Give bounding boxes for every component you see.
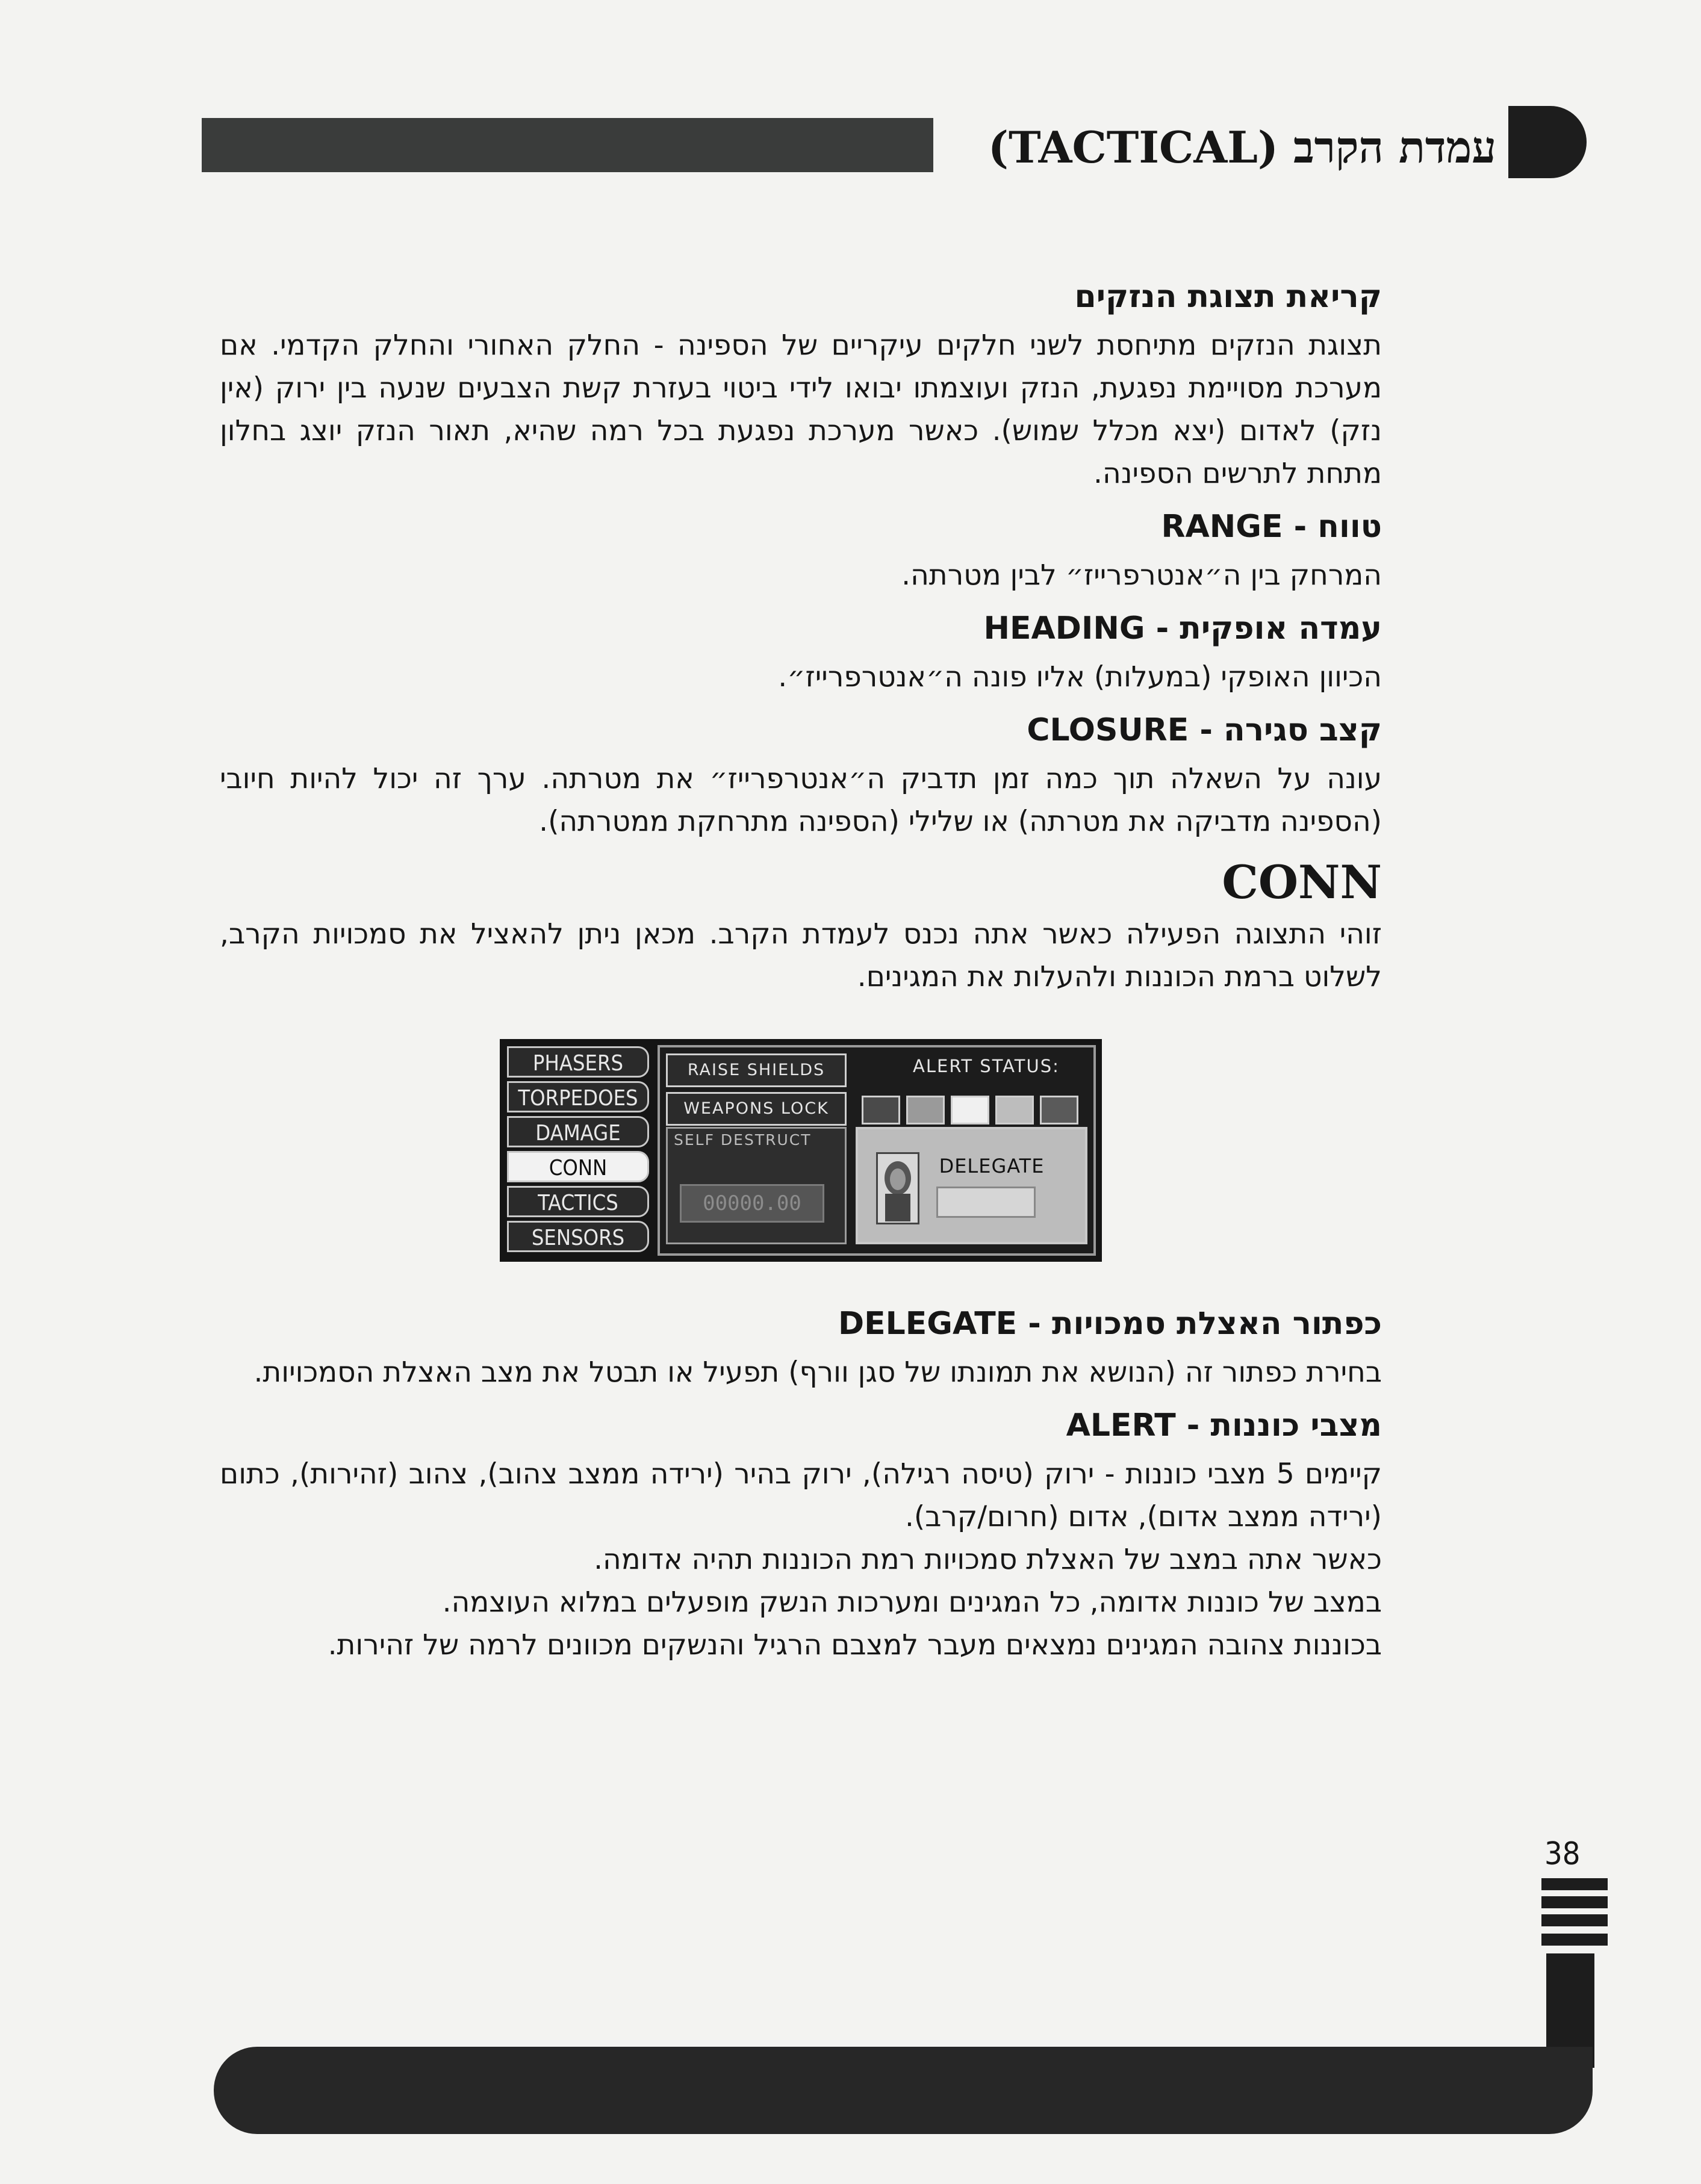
- alert-heading: מצבי כוננות - ALERT: [1066, 1407, 1382, 1444]
- side-bar: [1541, 1878, 1608, 1890]
- menu-item-sensors: SENSORS: [507, 1221, 649, 1252]
- side-bar: [1541, 1896, 1608, 1908]
- tactical-conn-screenshot: [500, 1039, 1102, 1262]
- worf-portrait-icon: [876, 1152, 919, 1224]
- weapons-lock-button: WEAPONS LOCK: [666, 1092, 847, 1126]
- conn-heading: CONN: [1222, 855, 1382, 909]
- alert-level-box: [951, 1096, 989, 1125]
- conn-body: זוהי התצוגה הפעילה כאשר אתה נכנס לעמדת הקרב. מכאן ניתן להאציל את סמכויות הקרב, לשלוט ברמת הכוננות ולהעלות את המגינים.: [220, 917, 1382, 993]
- range-body: המרחק בין ה״אנטרפרייז״ לבין מטרתה.: [901, 559, 1382, 592]
- heading-heading: עמדה אופקית - HEADING: [983, 610, 1382, 647]
- delegate-box: [856, 1127, 1087, 1244]
- delegate-field: [936, 1187, 1036, 1218]
- alert-level-box: [906, 1096, 945, 1125]
- alert-level-box: [1040, 1096, 1078, 1125]
- footer-bar: [214, 2047, 1593, 2134]
- heading-body: הכיוון האופקי (במעלות) אליו פונה ה״אנטרפרייז״.: [778, 660, 1382, 693]
- menu-item-tactics: TACTICS: [507, 1186, 649, 1217]
- conn-panel: [658, 1045, 1096, 1256]
- delegate-button: DELEGATE: [939, 1155, 1045, 1177]
- delegate-body: בחירת כפתור זה (הנושא את תמונתו של סגן וורף) תפעיל או תבטל את מצב האצלת הסמכויות.: [253, 1356, 1382, 1389]
- side-bar: [1541, 1934, 1608, 1946]
- alert-line: במצב של כוננות אדומה, כל המגינים ומערכות הנשק מופעלים במלוא העוצמה.: [442, 1586, 1382, 1619]
- side-bar: [1541, 1914, 1608, 1926]
- self-destruct-display: 00000.00: [680, 1184, 824, 1223]
- menu-item-conn: CONN: [507, 1151, 649, 1182]
- page-content: [220, 265, 1382, 1666]
- alert-level-box: [995, 1096, 1034, 1125]
- header-bar: [202, 118, 933, 172]
- page-title: עמדת הקרב (TACTICAL): [987, 122, 1496, 173]
- alert-line: קיימים 5 מצבי כוננות - ירוק (טיסה רגילה), ירוק בהיר (ירידה ממצב צהוב), צהוב (זהירות), כתום (ירידה ממצב אדום), אדום (חרום/קרב).: [220, 1457, 1382, 1533]
- menu-item-phasers: PHASERS: [507, 1046, 649, 1078]
- alert-status-label: ALERT STATUS:: [913, 1056, 1060, 1076]
- menu-item-damage: DAMAGE: [507, 1116, 649, 1147]
- damage-body: תצוגת הנזקים מתיחסת לשני חלקים עיקריים של הספינה - החלק האחורי והחלק הקדמי. אם מערכת מסויימת נפגעת, הנזק ועוצמתו יבואו לידי ביטוי בעזרת קשת הצבעים שנעה בין ירוק (אין נזק) לאדום (יצא מכלל שמוש). כאשר מערכת נפגעת בכל רמה שהיא, תאור הנזק יוצג בחלון מתחת לתרשים הספינה.: [220, 329, 1382, 490]
- header-tab: [1508, 106, 1587, 178]
- range-heading: טווח - RANGE: [1161, 509, 1382, 545]
- page-number: 38: [1544, 1836, 1581, 1872]
- self-destruct-label: SELF DESTRUCT: [674, 1131, 812, 1149]
- menu-item-torpedoes: TORPEDOES: [507, 1081, 649, 1112]
- closure-heading: קצב סגירה - CLOSURE: [1027, 712, 1382, 748]
- self-destruct-box: [666, 1127, 847, 1244]
- alert-level-box: [862, 1096, 900, 1125]
- delegate-heading: כפתור האצלת סמכויות - DELEGATE: [838, 1306, 1382, 1342]
- damage-heading: קריאת תצוגת הנזקים: [1074, 279, 1382, 315]
- raise-shields-button: RAISE SHIELDS: [666, 1053, 847, 1087]
- closure-body: עונה על השאלה תוך כמה זמן תדביק ה״אנטרפרייז״ את מטרתה. ערך זה יכול להיות חיובי (הספינה מדביקה את מטרתה) או שלילי (הספינה מתרחקת ממטרתה).: [220, 762, 1382, 838]
- alert-line: בכוננות צהובה המגינים נמצאים מעבר למצבם הרגיל והנשקים מכוונים לרמה של זהירות.: [328, 1628, 1382, 1661]
- alert-line: כאשר אתה במצב של האצלת סמכויות רמת הכוננות תהיה אדומה.: [594, 1543, 1382, 1576]
